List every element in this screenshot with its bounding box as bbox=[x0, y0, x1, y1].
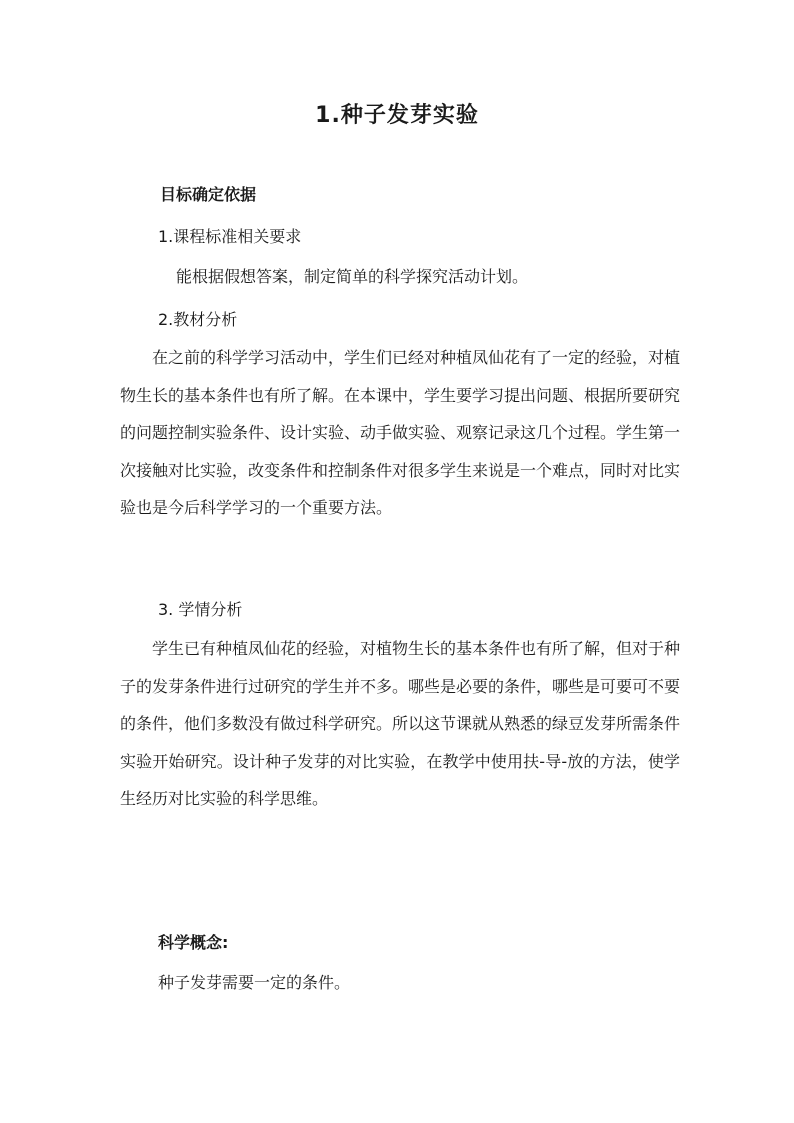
textbook-analysis-paragraph: 在之前的科学学习活动中，学生们已经对种植凤仙花有了一定的经验，对植物生长的基本条件也有所了解。在本课中，学生要学习提出问题、根据所要研究的问题控制实验条件、设计实验、动手做实验、观察记录这几个过程。学生第一次接触对比实验，改变条件和控制条件对很多学生来说是一个难点，同时对比实验也是今后科学学习的一个重要方法。 bbox=[120, 348, 681, 517]
learner-analysis-paragraph: 学生已有种植凤仙花的经验，对植物生长的基本条件也有所了解，但对于种子的发芽条件进行过研究的学生并不多。哪些是必要的条件，哪些是可要可不要的条件，他们多数没有做过科学研究。所以这节课就从熟悉的绿豆发芽所需条件实验开始研究。设计种子发芽的对比实验，在教学中使用扶-导-放的方法，使学生经历对比实验的科学思维。 bbox=[120, 639, 681, 808]
subsection-heading-learner: 3. 学情分析 bbox=[158, 600, 243, 619]
section-heading: 目标确定依据 bbox=[160, 185, 257, 204]
concept-heading: 科学概念: bbox=[158, 933, 229, 952]
subsection-heading-textbook: 2.教材分析 bbox=[158, 310, 238, 329]
subsection-heading-curriculum: 1.课程标准相关要求 bbox=[158, 227, 302, 246]
curriculum-requirement-text: 能根据假想答案，制定简单的科学探究活动计划。 bbox=[176, 267, 529, 286]
concept-text: 种子发芽需要一定的条件。 bbox=[158, 973, 351, 992]
document-title: 1.种子发芽实验 bbox=[315, 103, 479, 128]
